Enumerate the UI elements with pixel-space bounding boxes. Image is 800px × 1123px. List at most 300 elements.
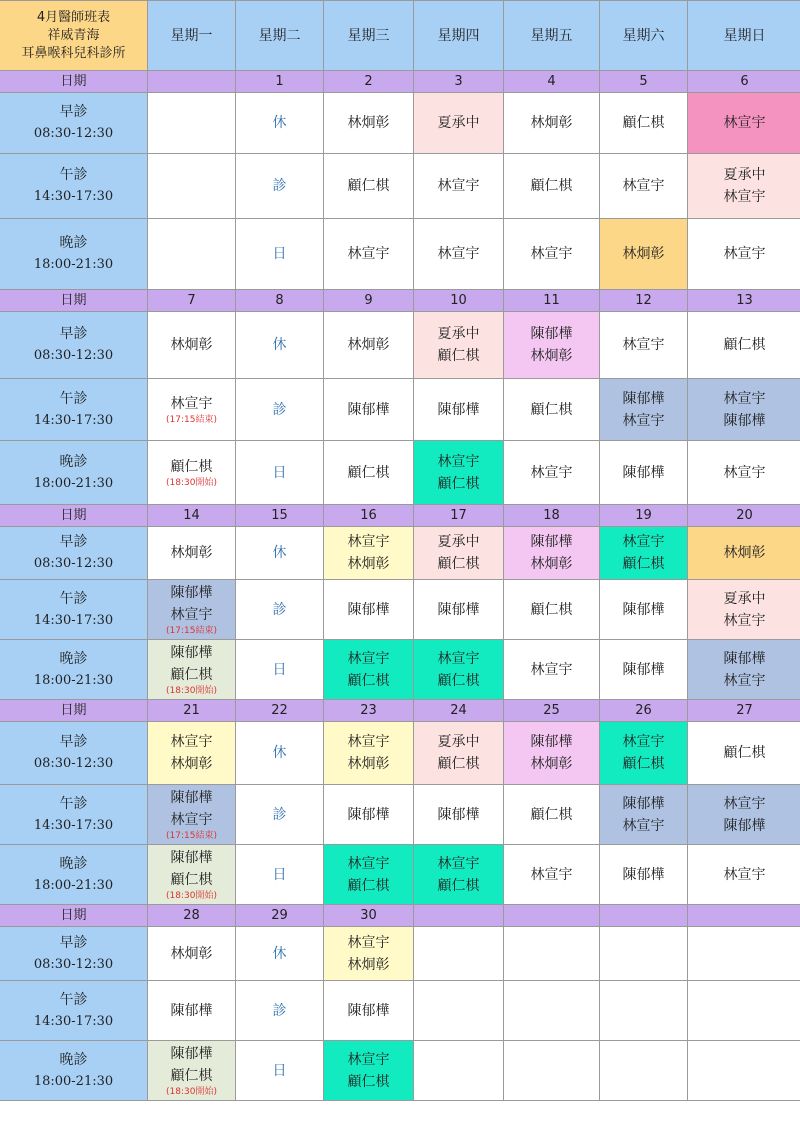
- date-row-label: 日期: [0, 290, 148, 312]
- doctor-name: 林炯彰: [530, 556, 573, 572]
- date-cell: [148, 71, 236, 93]
- slot-row: [0, 981, 800, 1041]
- doctor-name: 林宣宇: [530, 464, 573, 481]
- date-cell: 24: [414, 700, 504, 722]
- doctor-name: 顧仁棋: [170, 459, 213, 475]
- doctor-name: 林宣宇: [622, 734, 665, 750]
- title-line-3: 耳鼻喉科兒科診所: [21, 45, 126, 61]
- shift-cell: [688, 1041, 800, 1101]
- closed-day-cell: 日: [236, 640, 324, 700]
- shift-cell: [600, 785, 688, 845]
- doctor-name: 陳郁樺: [170, 645, 213, 661]
- slot-time: 18:00-21:30: [33, 475, 114, 491]
- shift-cell: [148, 981, 236, 1041]
- shift-cell: [504, 312, 600, 379]
- shift-cell: [148, 640, 236, 700]
- slot-time: 18:00-21:30: [33, 257, 114, 272]
- shift-time-note: (18:30開始): [166, 478, 217, 488]
- date-row: [0, 505, 800, 527]
- doctor-name: 林宣宇: [437, 178, 480, 194]
- slot-name: 早診: [59, 534, 88, 550]
- doctor-name: 林炯彰: [170, 945, 213, 962]
- day-header-sat: 星期六: [600, 1, 688, 71]
- date-cell: 7: [148, 290, 236, 312]
- doctor-name: 陳郁樺: [437, 806, 480, 823]
- shift-cell: [688, 981, 800, 1041]
- date-cell: [688, 905, 800, 927]
- closed-day-cell: 休: [236, 927, 324, 981]
- slot-name: 午診: [59, 167, 88, 183]
- slot-row: [0, 722, 800, 785]
- doctor-name: 林宣宇: [622, 412, 665, 429]
- slot-time: 14:30-17:30: [33, 189, 114, 204]
- doctor-name: 林炯彰: [170, 337, 213, 353]
- doctor-name: 陳郁樺: [437, 401, 480, 418]
- doctor-name: 林宣宇: [723, 866, 766, 883]
- closed-day-cell: 休: [236, 93, 324, 154]
- date-cell: 1: [236, 71, 324, 93]
- date-cell: 26: [600, 700, 688, 722]
- shift-cell: [324, 785, 414, 845]
- doctor-name: 顧仁棋: [622, 556, 665, 572]
- doctor-name: 顧仁棋: [530, 601, 573, 618]
- doctor-name: 顧仁棋: [530, 806, 573, 823]
- slot-label: [0, 981, 148, 1041]
- shift-cell: [148, 785, 236, 845]
- doctor-name: 林宣宇: [723, 795, 766, 812]
- closed-day-cell: 休: [236, 527, 324, 580]
- slot-label: [0, 379, 148, 441]
- doctor-name: 顧仁棋: [437, 475, 480, 492]
- shift-cell: [600, 219, 688, 290]
- slot-name: 晚診: [59, 453, 88, 470]
- doctor-name: 陳郁樺: [170, 585, 213, 601]
- shift-cell: [600, 722, 688, 785]
- shift-cell: [414, 312, 504, 379]
- date-cell: 5: [600, 71, 688, 93]
- doctor-name: 顧仁棋: [347, 464, 390, 481]
- slot-row: [0, 927, 800, 981]
- closed-day-cell: 日: [236, 441, 324, 505]
- doctor-name: 林炯彰: [347, 556, 390, 572]
- slot-row: [0, 312, 800, 379]
- closed-day-cell: 診: [236, 981, 324, 1041]
- doctor-name: 林宣宇: [170, 396, 213, 412]
- shift-cell: [688, 580, 800, 640]
- closed-day-cell: 日: [236, 845, 324, 905]
- date-cell: 2: [324, 71, 414, 93]
- slot-time: 18:00-21:30: [33, 672, 114, 688]
- day-header-wed: 星期三: [324, 1, 414, 71]
- doctor-name: 林炯彰: [530, 348, 573, 364]
- shift-cell: [148, 441, 236, 505]
- doctor-name: 顧仁棋: [347, 877, 390, 894]
- date-cell: 14: [148, 505, 236, 527]
- slot-time: 08:30-12:30: [33, 348, 114, 363]
- date-cell: 3: [414, 71, 504, 93]
- doctor-name: 林炯彰: [530, 756, 573, 772]
- doctor-name: 林宣宇: [347, 934, 390, 951]
- doctor-name: 陳郁樺: [170, 1046, 213, 1062]
- doctor-name: 陳郁樺: [622, 464, 665, 481]
- date-cell: 9: [324, 290, 414, 312]
- doctor-name: 林宣宇: [622, 534, 665, 550]
- shift-cell: [600, 527, 688, 580]
- shift-cell: [688, 640, 800, 700]
- shift-cell: [414, 785, 504, 845]
- doctor-name: 林宣宇: [622, 337, 665, 353]
- shift-cell: [688, 785, 800, 845]
- doctor-name: 林宣宇: [723, 672, 766, 689]
- shift-cell: [324, 219, 414, 290]
- title-line-1: 4月醫師班表: [36, 9, 111, 25]
- slot-label: [0, 312, 148, 379]
- doctor-name: 顧仁棋: [170, 872, 213, 888]
- doctor-name: 林宣宇: [170, 812, 213, 828]
- shift-cell: [414, 93, 504, 154]
- doctor-name: 陳郁樺: [723, 650, 766, 667]
- slot-name: 晚診: [59, 1051, 88, 1068]
- date-cell: 19: [600, 505, 688, 527]
- shift-cell: [324, 722, 414, 785]
- doctor-name: 陳郁樺: [530, 734, 573, 750]
- doctor-name: 顧仁棋: [437, 672, 480, 689]
- shift-cell: [600, 845, 688, 905]
- slot-row: [0, 379, 800, 441]
- shift-cell: [504, 981, 600, 1041]
- shift-cell: [148, 527, 236, 580]
- shift-cell: [324, 527, 414, 580]
- doctor-name: 林宣宇: [530, 246, 573, 262]
- doctor-name: 林炯彰: [347, 956, 390, 973]
- date-row: [0, 905, 800, 927]
- slot-name: 早診: [59, 104, 88, 120]
- header-row: [0, 1, 800, 71]
- shift-cell: [414, 527, 504, 580]
- doctor-name: 顧仁棋: [347, 178, 390, 194]
- shift-cell: [688, 312, 800, 379]
- closed-day-cell: 休: [236, 722, 324, 785]
- doctor-name: 林炯彰: [347, 337, 390, 353]
- shift-cell: [688, 527, 800, 580]
- shift-cell: [504, 640, 600, 700]
- slot-time: 18:00-21:30: [33, 1073, 114, 1089]
- slot-label: [0, 93, 148, 154]
- slot-name: 晚診: [59, 235, 88, 251]
- shift-cell: [324, 379, 414, 441]
- date-row: [0, 700, 800, 722]
- date-row: [0, 290, 800, 312]
- doctor-name: 林炯彰: [170, 756, 213, 772]
- slot-row: [0, 580, 800, 640]
- slot-name: 午診: [59, 390, 88, 407]
- shift-cell: [414, 981, 504, 1041]
- slot-name: 晚診: [59, 650, 88, 667]
- slot-name: 午診: [59, 795, 88, 812]
- shift-cell: [414, 154, 504, 219]
- shift-cell: [504, 93, 600, 154]
- doctor-name: 林宣宇: [530, 866, 573, 883]
- slot-name: 早診: [59, 326, 88, 342]
- title-line-2: 祥威青海: [47, 27, 100, 43]
- slot-row: [0, 154, 800, 219]
- doctor-name: 顧仁棋: [622, 756, 665, 772]
- slot-row: [0, 93, 800, 154]
- shift-cell: [600, 379, 688, 441]
- shift-cell: [148, 1041, 236, 1101]
- closed-day-cell: 診: [236, 379, 324, 441]
- shift-time-note: (18:30開始): [166, 891, 217, 901]
- slot-row: [0, 219, 800, 290]
- doctor-name: 顧仁棋: [723, 745, 766, 761]
- date-cell: 16: [324, 505, 414, 527]
- shift-cell: [324, 154, 414, 219]
- shift-cell: [688, 379, 800, 441]
- slot-time: 18:00-21:30: [33, 877, 114, 893]
- date-cell: 21: [148, 700, 236, 722]
- doctor-name: 林宣宇: [437, 246, 480, 262]
- shift-cell: [148, 379, 236, 441]
- doctor-name: 林宣宇: [723, 115, 766, 131]
- closed-day-cell: 休: [236, 312, 324, 379]
- slot-time: 08:30-12:30: [33, 756, 114, 771]
- date-cell: 29: [236, 905, 324, 927]
- doctor-name: 夏承中: [723, 167, 766, 183]
- slot-label: [0, 219, 148, 290]
- slot-label: [0, 722, 148, 785]
- doctor-name: 顧仁棋: [347, 1073, 390, 1090]
- doctor-name: 夏承中: [437, 534, 480, 550]
- doctor-name: 林宣宇: [622, 817, 665, 834]
- doctor-name: 顧仁棋: [530, 178, 573, 194]
- doctor-name: 林炯彰: [347, 115, 390, 131]
- date-cell: [504, 905, 600, 927]
- shift-cell: [324, 441, 414, 505]
- doctor-name: 林宣宇: [347, 855, 390, 872]
- doctor-name: 林宣宇: [437, 650, 480, 667]
- doctor-name: 林宣宇: [622, 178, 665, 194]
- slot-row: [0, 785, 800, 845]
- date-cell: 30: [324, 905, 414, 927]
- shift-cell: [688, 722, 800, 785]
- shift-cell: [414, 1041, 504, 1101]
- slot-row: [0, 527, 800, 580]
- doctor-name: 顧仁棋: [530, 401, 573, 418]
- slot-row: [0, 441, 800, 505]
- date-cell: 18: [504, 505, 600, 527]
- shift-cell: [504, 527, 600, 580]
- shift-cell: [600, 580, 688, 640]
- shift-cell: [324, 981, 414, 1041]
- doctor-name: 林宣宇: [347, 650, 390, 667]
- date-cell: 11: [504, 290, 600, 312]
- shift-cell: [504, 722, 600, 785]
- doctor-name: 林宣宇: [723, 464, 766, 481]
- slot-label: [0, 154, 148, 219]
- shift-cell: [688, 845, 800, 905]
- doctor-name: 陳郁樺: [347, 401, 390, 418]
- shift-cell: [688, 219, 800, 290]
- slot-label: [0, 527, 148, 580]
- shift-cell: [600, 927, 688, 981]
- doctor-name: 陳郁樺: [622, 866, 665, 883]
- shift-cell: [148, 722, 236, 785]
- doctor-name: 陳郁樺: [347, 1002, 390, 1019]
- day-header-mon: 星期一: [148, 1, 236, 71]
- shift-cell: [148, 93, 236, 154]
- shift-cell: [688, 93, 800, 154]
- doctor-name: 夏承中: [723, 590, 766, 607]
- shift-cell: [504, 219, 600, 290]
- date-cell: 23: [324, 700, 414, 722]
- day-header-fri: 星期五: [504, 1, 600, 71]
- date-cell: [414, 905, 504, 927]
- shift-cell: [414, 722, 504, 785]
- shift-time-note: (18:30開始): [166, 1087, 217, 1097]
- doctor-name: 陳郁樺: [170, 850, 213, 866]
- date-row-label: 日期: [0, 905, 148, 927]
- doctor-name: 林宣宇: [437, 855, 480, 872]
- doctor-name: 顧仁棋: [437, 348, 480, 364]
- slot-time: 08:30-12:30: [33, 126, 114, 141]
- closed-day-cell: 診: [236, 580, 324, 640]
- date-row: [0, 71, 800, 93]
- shift-cell: [324, 580, 414, 640]
- date-cell: 28: [148, 905, 236, 927]
- doctor-name: 林炯彰: [530, 115, 573, 131]
- doctor-name: 陳郁樺: [170, 790, 213, 806]
- date-cell: 8: [236, 290, 324, 312]
- slot-label: [0, 1041, 148, 1101]
- date-cell: 27: [688, 700, 800, 722]
- shift-cell: [324, 1041, 414, 1101]
- shift-cell: [600, 93, 688, 154]
- slot-label: [0, 845, 148, 905]
- shift-cell: [600, 312, 688, 379]
- shift-cell: [688, 154, 800, 219]
- slot-row: [0, 1041, 800, 1101]
- doctor-name: 夏承中: [437, 734, 480, 750]
- doctor-name: 顧仁棋: [723, 337, 766, 353]
- doctor-name: 陳郁樺: [622, 601, 665, 618]
- slot-name: 午診: [59, 991, 88, 1008]
- slot-time: 14:30-17:30: [33, 817, 114, 833]
- doctor-name: 林宣宇: [347, 1051, 390, 1068]
- doctor-name: 陳郁樺: [723, 412, 766, 429]
- shift-cell: [324, 845, 414, 905]
- shift-cell: [504, 927, 600, 981]
- slot-row: [0, 845, 800, 905]
- shift-cell: [324, 93, 414, 154]
- doctor-name: 林宣宇: [437, 453, 480, 470]
- doctor-name: 陳郁樺: [347, 601, 390, 618]
- day-header-tue: 星期二: [236, 1, 324, 71]
- shift-cell: [504, 379, 600, 441]
- doctor-name: 顧仁棋: [347, 672, 390, 689]
- date-cell: 17: [414, 505, 504, 527]
- slot-name: 午診: [59, 590, 88, 607]
- doctor-name: 陳郁樺: [622, 795, 665, 812]
- shift-cell: [148, 845, 236, 905]
- doctor-name: 林炯彰: [170, 545, 213, 561]
- slot-label: [0, 785, 148, 845]
- doctor-name: 林宣宇: [347, 734, 390, 750]
- shift-cell: [414, 927, 504, 981]
- doctor-name: 林宣宇: [170, 734, 213, 750]
- slot-time: 14:30-17:30: [33, 412, 114, 428]
- closed-day-cell: 日: [236, 219, 324, 290]
- shift-cell: [600, 981, 688, 1041]
- doctor-name: 林宣宇: [723, 612, 766, 629]
- shift-time-note: (17:15結束): [166, 831, 217, 841]
- doctor-name: 陳郁樺: [723, 817, 766, 834]
- slot-row: [0, 640, 800, 700]
- date-cell: 13: [688, 290, 800, 312]
- shift-cell: [414, 441, 504, 505]
- shift-cell: [414, 580, 504, 640]
- doctor-name: 顧仁棋: [437, 556, 480, 572]
- date-row-label: 日期: [0, 700, 148, 722]
- doctor-name: 陳郁樺: [347, 806, 390, 823]
- closed-day-cell: 診: [236, 785, 324, 845]
- shift-time-note: (17:15結束): [166, 626, 217, 636]
- doctor-name: 顧仁棋: [170, 1068, 213, 1084]
- shift-cell: [504, 154, 600, 219]
- shift-cell: [414, 219, 504, 290]
- doctor-name: 顧仁棋: [437, 877, 480, 894]
- slot-label: [0, 580, 148, 640]
- closed-day-cell: 日: [236, 1041, 324, 1101]
- shift-cell: [504, 845, 600, 905]
- doctor-name: 林炯彰: [347, 756, 390, 772]
- shift-cell: [414, 640, 504, 700]
- doctor-name: 陳郁樺: [530, 534, 573, 550]
- doctor-name: 林宣宇: [347, 246, 390, 262]
- shift-cell: [504, 580, 600, 640]
- doctor-name: 林宣宇: [530, 661, 573, 678]
- shift-cell: [600, 1041, 688, 1101]
- doctor-name: 夏承中: [437, 326, 480, 342]
- date-row-label: 日期: [0, 505, 148, 527]
- shift-cell: [324, 640, 414, 700]
- date-cell: 20: [688, 505, 800, 527]
- doctor-name: 林宣宇: [170, 607, 213, 623]
- doctor-name: 林宣宇: [723, 189, 766, 205]
- slot-time: 08:30-12:30: [33, 956, 114, 972]
- slot-time: 08:30-12:30: [33, 556, 114, 571]
- shift-cell: [324, 927, 414, 981]
- doctor-name: 林炯彰: [723, 545, 766, 561]
- day-header-sun: 星期日: [688, 1, 800, 71]
- date-cell: 6: [688, 71, 800, 93]
- day-header-thu: 星期四: [414, 1, 504, 71]
- schedule-title: [0, 1, 148, 71]
- date-cell: 22: [236, 700, 324, 722]
- shift-cell: [600, 640, 688, 700]
- date-cell: 25: [504, 700, 600, 722]
- doctor-name: 陳郁樺: [530, 326, 573, 342]
- slot-name: 晚診: [59, 855, 88, 872]
- shift-cell: [688, 927, 800, 981]
- closed-day-cell: 診: [236, 154, 324, 219]
- shift-cell: [600, 441, 688, 505]
- shift-cell: [148, 219, 236, 290]
- date-cell: 12: [600, 290, 688, 312]
- doctor-name: 顧仁棋: [622, 115, 665, 131]
- slot-name: 早診: [59, 934, 88, 951]
- doctor-name: 陳郁樺: [437, 601, 480, 618]
- shift-time-note: (17:15結束): [166, 415, 217, 425]
